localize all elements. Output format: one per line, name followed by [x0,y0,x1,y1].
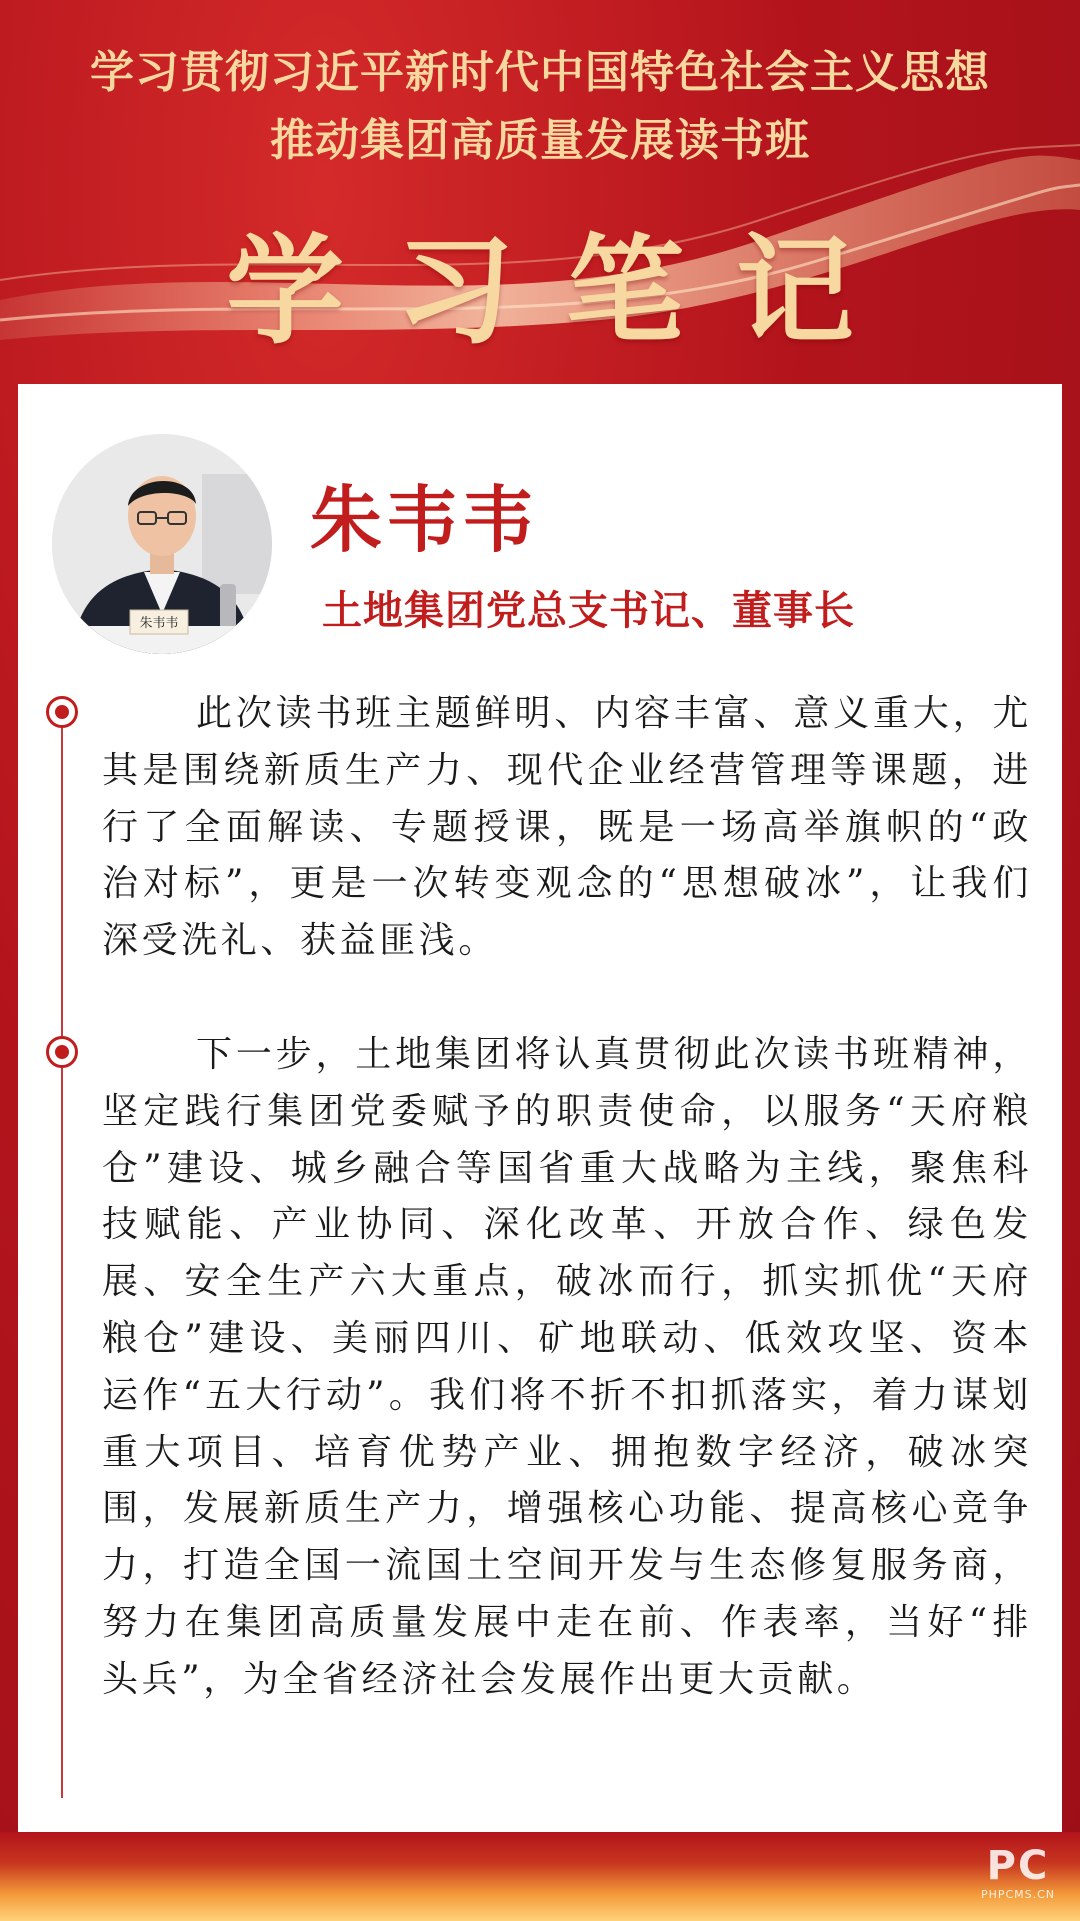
header-line-2: 推动集团高质量发展读书班 [270,115,810,166]
page-title: 学习笔记 [225,222,906,360]
nameplate-text: 朱韦韦 [139,616,179,631]
timeline-dot-icon [46,1036,78,1068]
avatar [52,434,272,654]
paragraph-1: 此次读书班主题鲜明、内容丰富、意义重大，尤其是围绕新质生产力、现代企业经营管理等课题，进行了全面解读、专题授课，既是一场高举旗帜的“政治对标”，更是一次转变观念的“思想破冰”，让我们深受洗礼、获益匪浅。 [102,693,1032,962]
header-line-1: 学习贯彻习近平新时代中国特色社会主义思想 [90,47,990,98]
timeline-dot-icon [46,696,78,728]
watermark [974,1844,1062,1906]
watermark-logo: PC [986,1843,1050,1889]
paragraph-2: 下一步，土地集团将认真贯彻此次读书班精神，坚定践行集团党委赋予的职责使命，以服务“天府粮仓”建设、城乡融合等国省重大战略为主线，聚焦科技赋能、产业协同、深化改革、开放合作、绿色发展、安全生产六大重点，破冰而行，抓实抓优“天府粮仓”建设、美丽四川、矿地联动、低效攻坚、资本运作“五大行动”。我们将不折不扣抓落实，着力谋划重大项目、培育优势产业、拥抱数字经济，破冰突围，发展新质生产力，增强核心功能、提高核心竞争力，打造全国一流国土空间开发与生态修复服务商，努力在集团高质量发展中走在前、作表率，当好“排头兵”，为全省经济社会发展作出更大贡献。 [102,1034,1032,1700]
person-name: 朱韦韦 [310,477,539,562]
timeline-line [61,710,63,1798]
person-position: 土地集团党总支书记、董事长 [322,587,855,634]
content-card [18,384,1062,1832]
watermark-site: PHPCMS.CN [980,1888,1056,1901]
bottom-decoration [0,1832,1080,1921]
portrait-image [52,434,272,654]
